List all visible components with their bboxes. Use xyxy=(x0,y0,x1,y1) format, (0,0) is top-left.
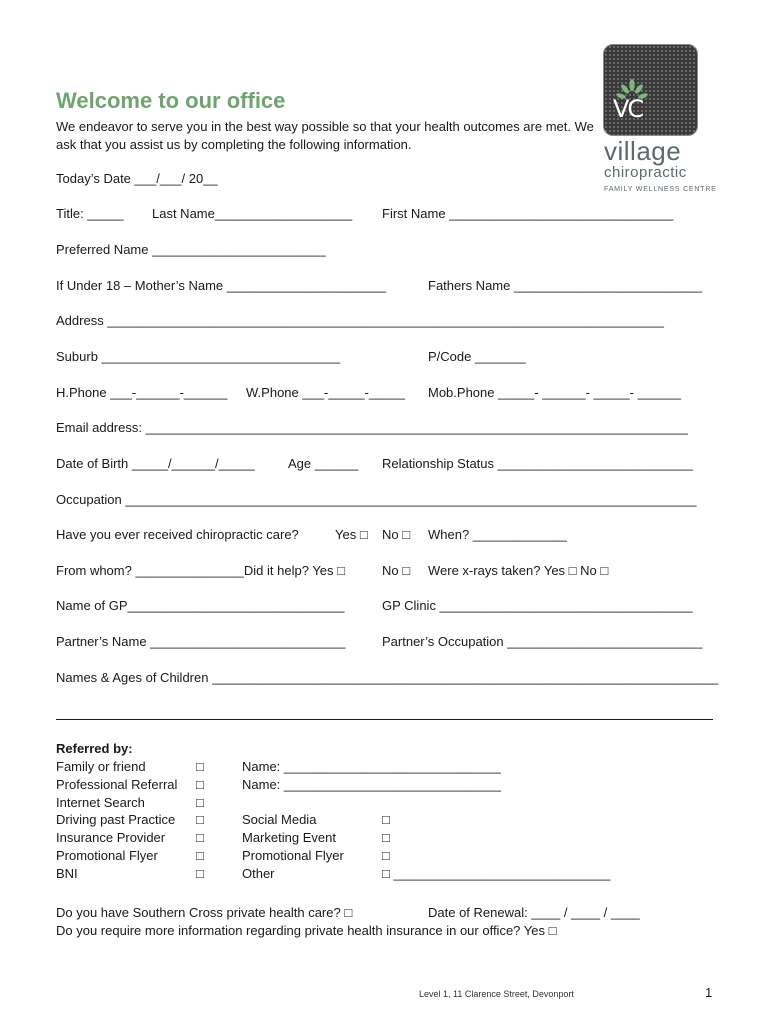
help-no-checkbox[interactable]: No □ xyxy=(382,563,411,578)
home-phone-field[interactable]: H.Phone ___-______-______ xyxy=(56,385,228,400)
more-info-question[interactable]: Do you require more information regarding private health insurance in our office? Yes □ xyxy=(56,923,557,938)
referral-option-label: Marketing Event xyxy=(242,830,336,845)
referral-checkbox[interactable]: □ xyxy=(196,759,204,774)
referral-name-field-1[interactable]: Name: ______________________________ xyxy=(242,759,501,774)
intro-text: We endeavor to serve you in the best way possible so that your health outcomes are met. We ask that you assist us by completing the following information. xyxy=(56,119,594,152)
partner-name-field[interactable]: Partner’s Name ___________________________ xyxy=(56,634,346,649)
last-name-field[interactable]: Last Name___________________ xyxy=(152,206,353,221)
address-field[interactable]: Address _____________________________________________________________________________ xyxy=(56,313,665,328)
referral-option-label: Promotional Flyer xyxy=(242,848,344,863)
referral-checkbox[interactable]: □ xyxy=(196,866,204,881)
xrays-question[interactable]: Were x-rays taken? Yes □ No □ xyxy=(428,563,609,578)
referral-option-label: Other xyxy=(242,866,275,881)
page-title: Welcome to our office xyxy=(56,88,286,113)
referral-option-label: Driving past Practice xyxy=(56,812,176,827)
referral-option-label: Professional Referral xyxy=(56,777,178,792)
gp-clinic-field[interactable]: GP Clinic ___________________________________ xyxy=(382,598,693,613)
chiro-care-question: Have you ever received chiropractic care? xyxy=(56,527,299,542)
referral-name-field-2[interactable]: Name: ______________________________ xyxy=(242,777,501,792)
referral-option-label: Family or friend xyxy=(56,759,146,774)
referral-checkbox[interactable]: □ xyxy=(196,777,204,792)
referred-heading: Referred by: xyxy=(56,741,133,756)
partner-occupation-field[interactable]: Partner’s Occupation ___________________________ xyxy=(382,634,703,649)
referral-checkbox[interactable]: □ xyxy=(382,848,390,863)
referral-checkbox[interactable]: □ xyxy=(196,795,204,810)
logo-initials: VC xyxy=(613,95,643,123)
southern-cross-question[interactable]: Do you have Southern Cross private health care? □ xyxy=(56,905,353,920)
occupation-field[interactable]: Occupation _______________________________________________________________________________ xyxy=(56,492,697,507)
from-whom-field[interactable]: From whom? _______________Did it help? Yes □ xyxy=(56,563,345,578)
page-number: 1 xyxy=(705,985,713,1000)
mothers-name-field[interactable]: If Under 18 – Mother’s Name ______________________ xyxy=(56,278,386,293)
suburb-field[interactable]: Suburb _________________________________ xyxy=(56,349,341,364)
children-extra-line[interactable] xyxy=(56,719,713,720)
work-phone-field[interactable]: W.Phone ___-_____-_____ xyxy=(246,385,406,400)
age-field[interactable]: Age ______ xyxy=(288,456,359,471)
chiro-no-checkbox[interactable]: No □ xyxy=(382,527,411,542)
children-field[interactable]: Names & Ages of Children ______________________________________________________________________ xyxy=(56,670,719,685)
referral-option-label: BNI xyxy=(56,866,78,881)
logo-word-village: village xyxy=(604,136,682,166)
title-field[interactable]: Title: _____ xyxy=(56,206,124,221)
when-field[interactable]: When? _____________ xyxy=(428,527,567,542)
fathers-name-field[interactable]: Fathers Name __________________________ xyxy=(428,278,702,293)
date-of-birth-field[interactable]: Date of Birth _____/______/_____ xyxy=(56,456,255,471)
referral-checkbox[interactable]: □ xyxy=(382,830,390,845)
relationship-status-field[interactable]: Relationship Status ___________________________ xyxy=(382,456,693,471)
referral-checkbox[interactable]: □ xyxy=(196,848,204,863)
logo-word-chiropractic: chiropractic xyxy=(604,164,687,181)
chiro-yes-checkbox[interactable]: Yes □ xyxy=(335,527,368,542)
referral-checkbox[interactable]: □ xyxy=(196,812,204,827)
preferred-name-field[interactable]: Preferred Name ________________________ xyxy=(56,242,326,257)
mobile-phone-field[interactable]: Mob.Phone _____- ______- _____- ______ xyxy=(428,385,681,400)
referral-option-label: Insurance Provider xyxy=(56,830,166,845)
referral-other-field[interactable]: □ ______________________________ xyxy=(382,866,611,881)
gp-name-field[interactable]: Name of GP______________________________ xyxy=(56,598,345,613)
footer-address: Level 1, 11 Clarence Street, Devonport xyxy=(419,989,574,999)
referral-option-label: Promotional Flyer xyxy=(56,848,158,863)
referral-option-label: Social Media xyxy=(242,812,317,827)
postcode-field[interactable]: P/Code _______ xyxy=(428,349,526,364)
referral-checkbox[interactable]: □ xyxy=(382,812,390,827)
referral-checkbox[interactable]: □ xyxy=(196,830,204,845)
todays-date-field[interactable]: Today’s Date ___/___/ 20__ xyxy=(56,171,218,186)
email-field[interactable]: Email address: ___________________________________________________________________________ xyxy=(56,420,688,435)
referral-option-label: Internet Search xyxy=(56,795,145,810)
renewal-date-field[interactable]: Date of Renewal: ____ / ____ / ____ xyxy=(428,905,640,920)
logo-subtitle: FAMILY WELLNESS CENTRE xyxy=(604,186,717,193)
first-name-field[interactable]: First Name _______________________________ xyxy=(382,206,674,221)
